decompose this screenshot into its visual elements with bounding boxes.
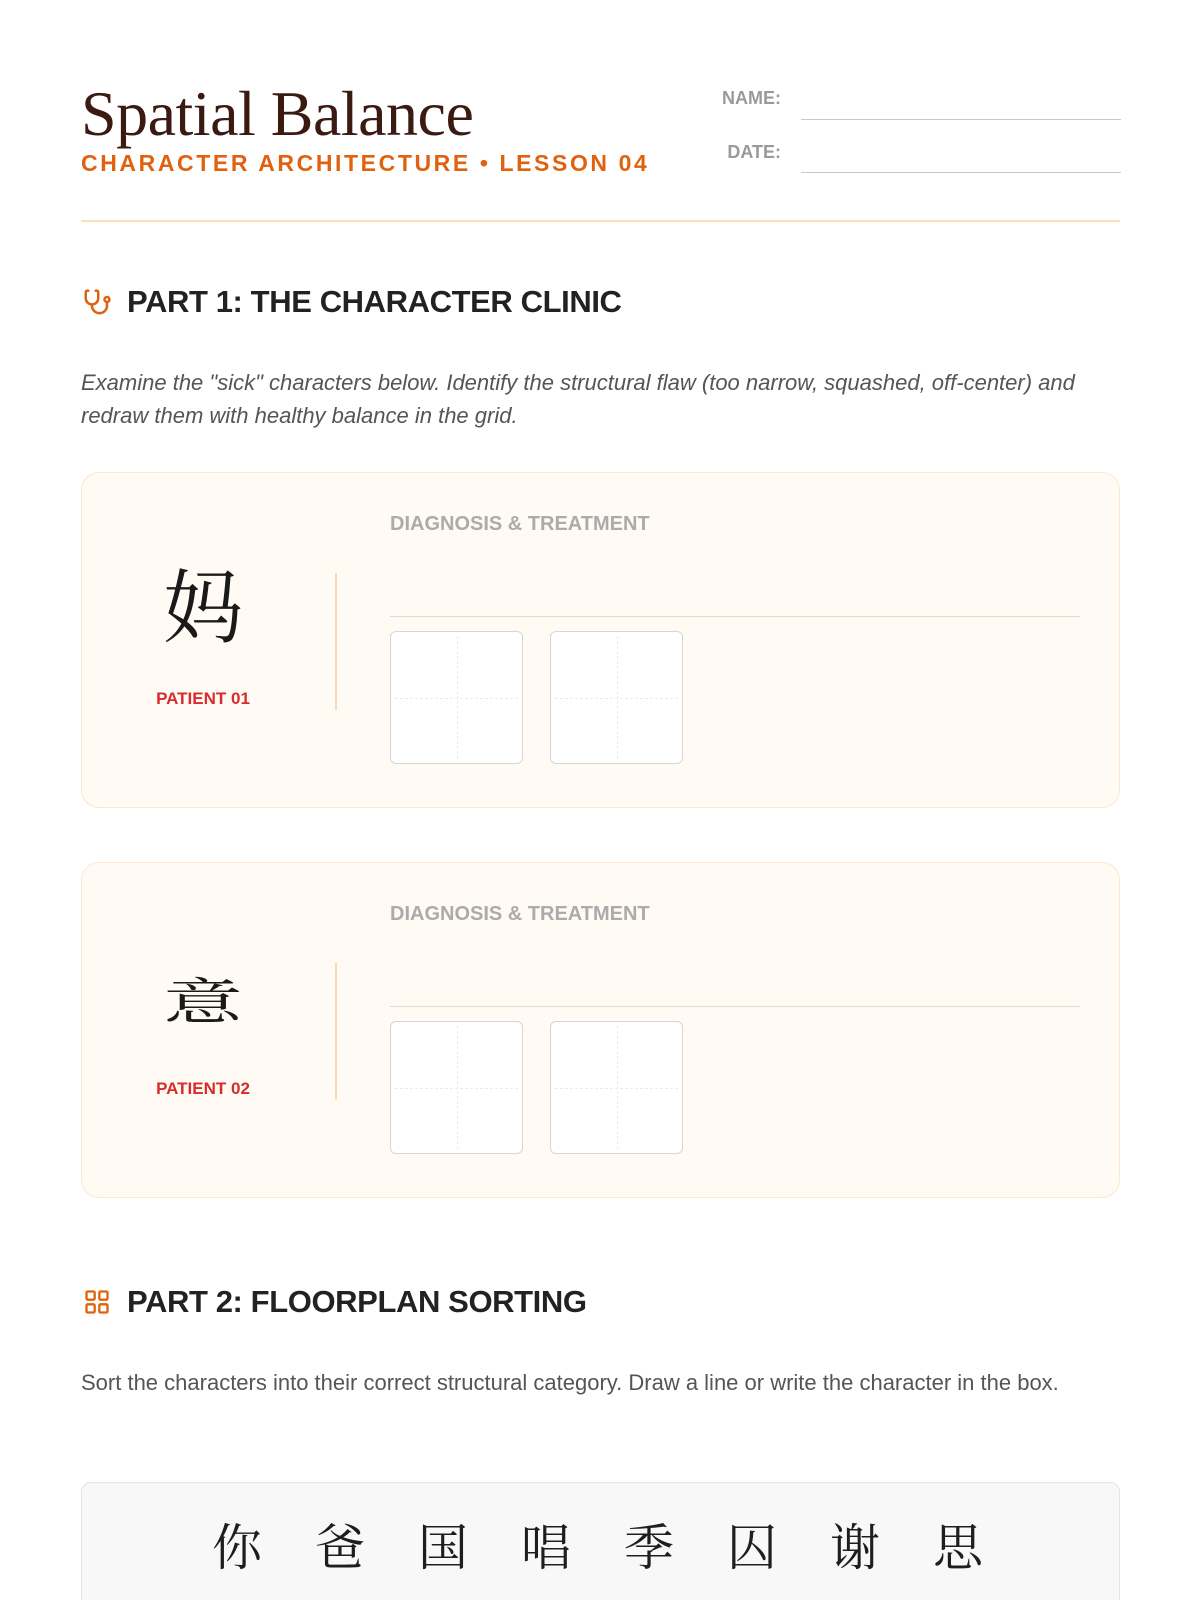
practice-grid-box[interactable]: [390, 631, 523, 764]
part2-heading: [81, 1284, 587, 1320]
card-divider: [335, 573, 337, 710]
diagnosis-writing-line[interactable]: [390, 616, 1080, 617]
patient-card: [81, 862, 1120, 1198]
page-subtitle: CHARACTER ARCHITECTURE • LESSON 04: [81, 150, 650, 176]
part2-title: PART 2: FLOORPLAN SORTING: [127, 1284, 587, 1319]
part2-instructions: Sort the characters into their correct structural category. Draw a line or write the character in the box.: [81, 1370, 1059, 1395]
patient-character: 意: [163, 972, 243, 1031]
patient-character: 妈: [163, 562, 243, 655]
part1-title: PART 1: THE CHARACTER CLINIC: [127, 284, 622, 319]
name-field[interactable]: [801, 119, 1121, 120]
bank-character[interactable]: 谢: [830, 1519, 880, 1577]
character-bank-list: [212, 1519, 1036, 1577]
bank-character[interactable]: 囚: [727, 1519, 777, 1577]
bank-character[interactable]: 思: [933, 1519, 983, 1577]
patient-card: [81, 472, 1120, 808]
stethoscope-icon: [81, 286, 113, 318]
card-divider: [335, 963, 337, 1100]
bank-character[interactable]: 国: [418, 1519, 468, 1577]
diagnosis-label: DIAGNOSIS & TREATMENT: [390, 513, 650, 535]
bank-character[interactable]: 季: [624, 1519, 674, 1577]
practice-grid-box[interactable]: [550, 1021, 683, 1154]
date-label: DATE:: [727, 142, 781, 162]
bank-character[interactable]: 爸: [315, 1519, 365, 1577]
practice-grid-box[interactable]: [390, 1021, 523, 1154]
name-label: NAME:: [722, 88, 781, 108]
character-bank: [81, 1482, 1120, 1600]
bank-character[interactable]: 唱: [521, 1519, 571, 1577]
grid-icon: [81, 1286, 113, 1318]
part1-instructions: Examine the "sick" characters below. Identify the structural flaw (too narrow, squashed, off-center) and redraw them with healthy balance in the grid.: [81, 370, 1075, 428]
part1-heading: [81, 284, 622, 320]
header-divider: [81, 220, 1120, 222]
diagnosis-label: DIAGNOSIS & TREATMENT: [390, 903, 650, 925]
practice-grid-box[interactable]: [550, 631, 683, 764]
patient-label: PATIENT 02: [156, 1079, 250, 1098]
diagnosis-writing-line[interactable]: [390, 1006, 1080, 1007]
date-field[interactable]: [801, 172, 1121, 173]
patient-label: PATIENT 01: [156, 689, 250, 708]
bank-character[interactable]: 你: [212, 1519, 262, 1577]
page-title: Spatial Balance: [81, 78, 474, 149]
